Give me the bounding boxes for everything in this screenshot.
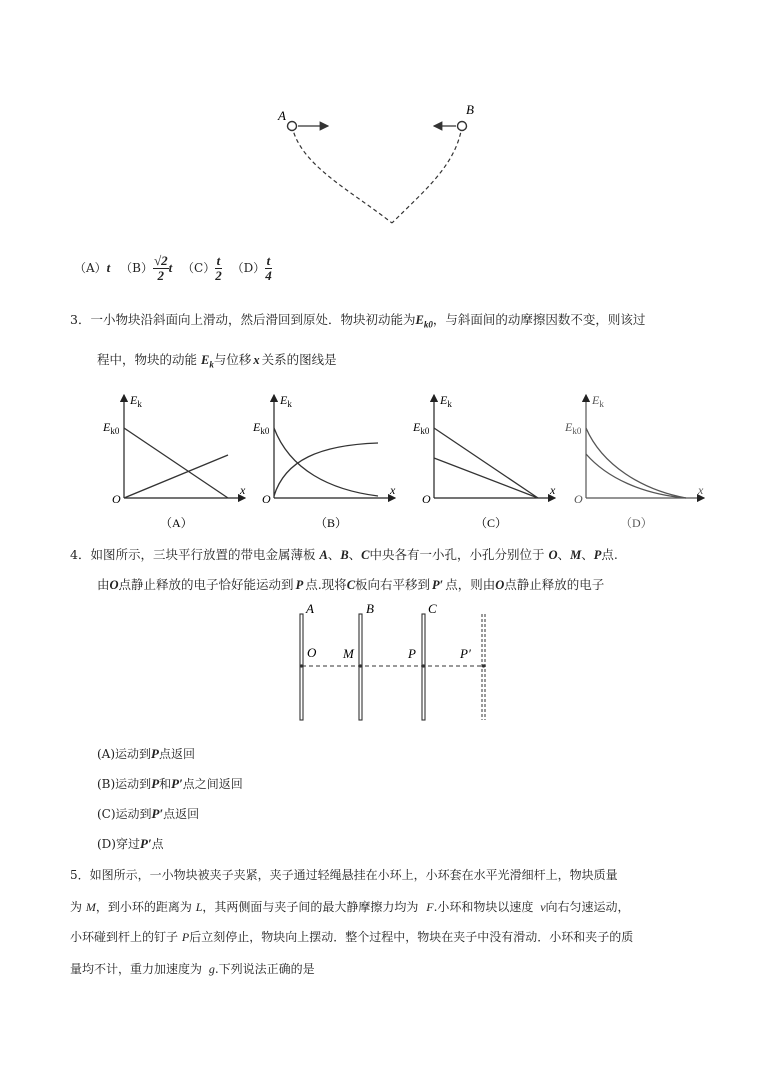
svg-text:A: A — [306, 601, 314, 616]
svg-text:O: O — [307, 645, 317, 660]
q2-option-b-label: （B） — [120, 261, 153, 275]
svg-text:P′: P′ — [460, 646, 471, 661]
svg-text:C: C — [428, 601, 437, 616]
q4-option-a: (A)运动到P点返回 — [97, 746, 195, 761]
q5-line-4: 量均不计，重力加速度为 g.下列说法正确的是 — [70, 962, 315, 976]
svg-text:Ek: $E_k$ — [280, 393, 292, 409]
svg-text:（D）: （D） — [620, 516, 653, 530]
q2-figure — [270, 95, 500, 230]
svg-text:x: x — [390, 483, 396, 497]
point-a — [288, 122, 297, 131]
svg-text:（C）: （C） — [475, 516, 508, 530]
svg-text:O: O — [574, 492, 583, 506]
q2-option-b-var: t — [168, 260, 173, 275]
svg-text:（B）: （B） — [315, 516, 348, 530]
q3-line-2: 程中，物块的动能 $E_k$与位移 x 关系的图线是 — [97, 352, 337, 370]
q4-line-1: 4．如图所示，三块平行放置的带电金属薄板 A、B、C中央各有一小孔，小孔分别位于 O、M、P点. — [70, 547, 618, 562]
graph-c-line-2 — [434, 458, 538, 498]
q2-option-c-frac: $\frac{t}{2}$ — [215, 253, 222, 283]
graph-c — [412, 393, 556, 530]
q3-graphs — [100, 390, 710, 535]
q2-option-c-label: （C） — [182, 261, 216, 275]
graph-b-curve-1 — [274, 428, 378, 496]
q5-line-2: 为 M，到小环的距离为 L，其两侧面与夹子间的最大静摩擦力均为 F.小环和物块以速度 v向右匀速运动， — [70, 900, 630, 914]
svg-text:Ek0: $E_{k0}$ — [413, 420, 430, 436]
svg-text:Ek: $E_k$ — [592, 393, 604, 409]
q2-option-d-label: （D） — [231, 261, 266, 275]
graph-b-curve-2 — [274, 443, 378, 496]
q4-line-2: 由O点静止释放的电子恰好能运动到 P 点.现将C板向右平移到 P′ 点，则由O点静止释放的电子 — [97, 577, 605, 592]
point-b — [458, 122, 467, 131]
svg-text:Ek: $E_k$ — [130, 393, 142, 409]
svg-text:Ek: $E_k$ — [440, 393, 452, 409]
q2-option-b-frac: $\frac{√2}{2}$ — [153, 253, 168, 283]
q4-option-d: (D)穿过P′点 — [97, 836, 164, 851]
graph-a-line-2 — [124, 455, 228, 498]
q4-figure — [290, 600, 500, 725]
q3-line-1: 3．一小物块沿斜面向上滑动，然后滑回到原处．物块初动能为$E_{k0}$，与斜面间的动摩擦因数不变，则该过 — [70, 312, 646, 330]
q5-line-3: 小环碰到杆上的钉子 P后立刻停止，物块向上摆动．整个过程中，物块在夹子中没有滑动．小环和夹子的质 — [70, 930, 634, 944]
graph-a — [102, 393, 246, 530]
svg-text:x: x — [698, 483, 704, 497]
q2-options — [74, 254, 272, 283]
q4-option-b: (B)运动到P和P′点之间返回 — [97, 776, 243, 791]
q4-option-c: (C)运动到P′点返回 — [97, 806, 200, 821]
arc-a — [292, 126, 392, 223]
svg-text:（A）: （A） — [160, 516, 193, 530]
svg-text:O: O — [262, 492, 271, 506]
graph-a-line-1 — [124, 428, 228, 498]
svg-text:M: M — [343, 646, 354, 661]
q2-option-a-label: （A） — [74, 261, 107, 275]
q2-option-a-value: t — [106, 260, 111, 275]
arc-b — [392, 126, 462, 223]
svg-text:Ek0: $E_{k0}$ — [103, 420, 120, 436]
graph-d — [564, 393, 704, 530]
graph-c-line-1 — [434, 428, 538, 498]
svg-text:O: O — [422, 492, 431, 506]
svg-text:x: x — [550, 483, 556, 497]
graph-d-curve-2 — [586, 454, 686, 498]
q5-line-1: 5．如图所示，一小物块被夹子夹紧，夹子通过轻绳悬挂在小环上，小环套在水平光滑细杆上，物块质量 — [70, 868, 618, 882]
svg-text:P: P — [408, 646, 416, 661]
label-b: B — [466, 102, 474, 117]
svg-text:O: O — [112, 492, 121, 506]
svg-text:Ek0: $E_{k0}$ — [253, 420, 270, 436]
graph-b — [252, 393, 396, 530]
svg-text:Ek0: $E_{k0}$ — [565, 420, 582, 436]
svg-text:x: x — [240, 483, 246, 497]
label-a: A — [278, 108, 286, 123]
q2-option-d-frac: $\frac{t}{4}$ — [265, 253, 272, 283]
svg-text:B: B — [366, 601, 374, 616]
